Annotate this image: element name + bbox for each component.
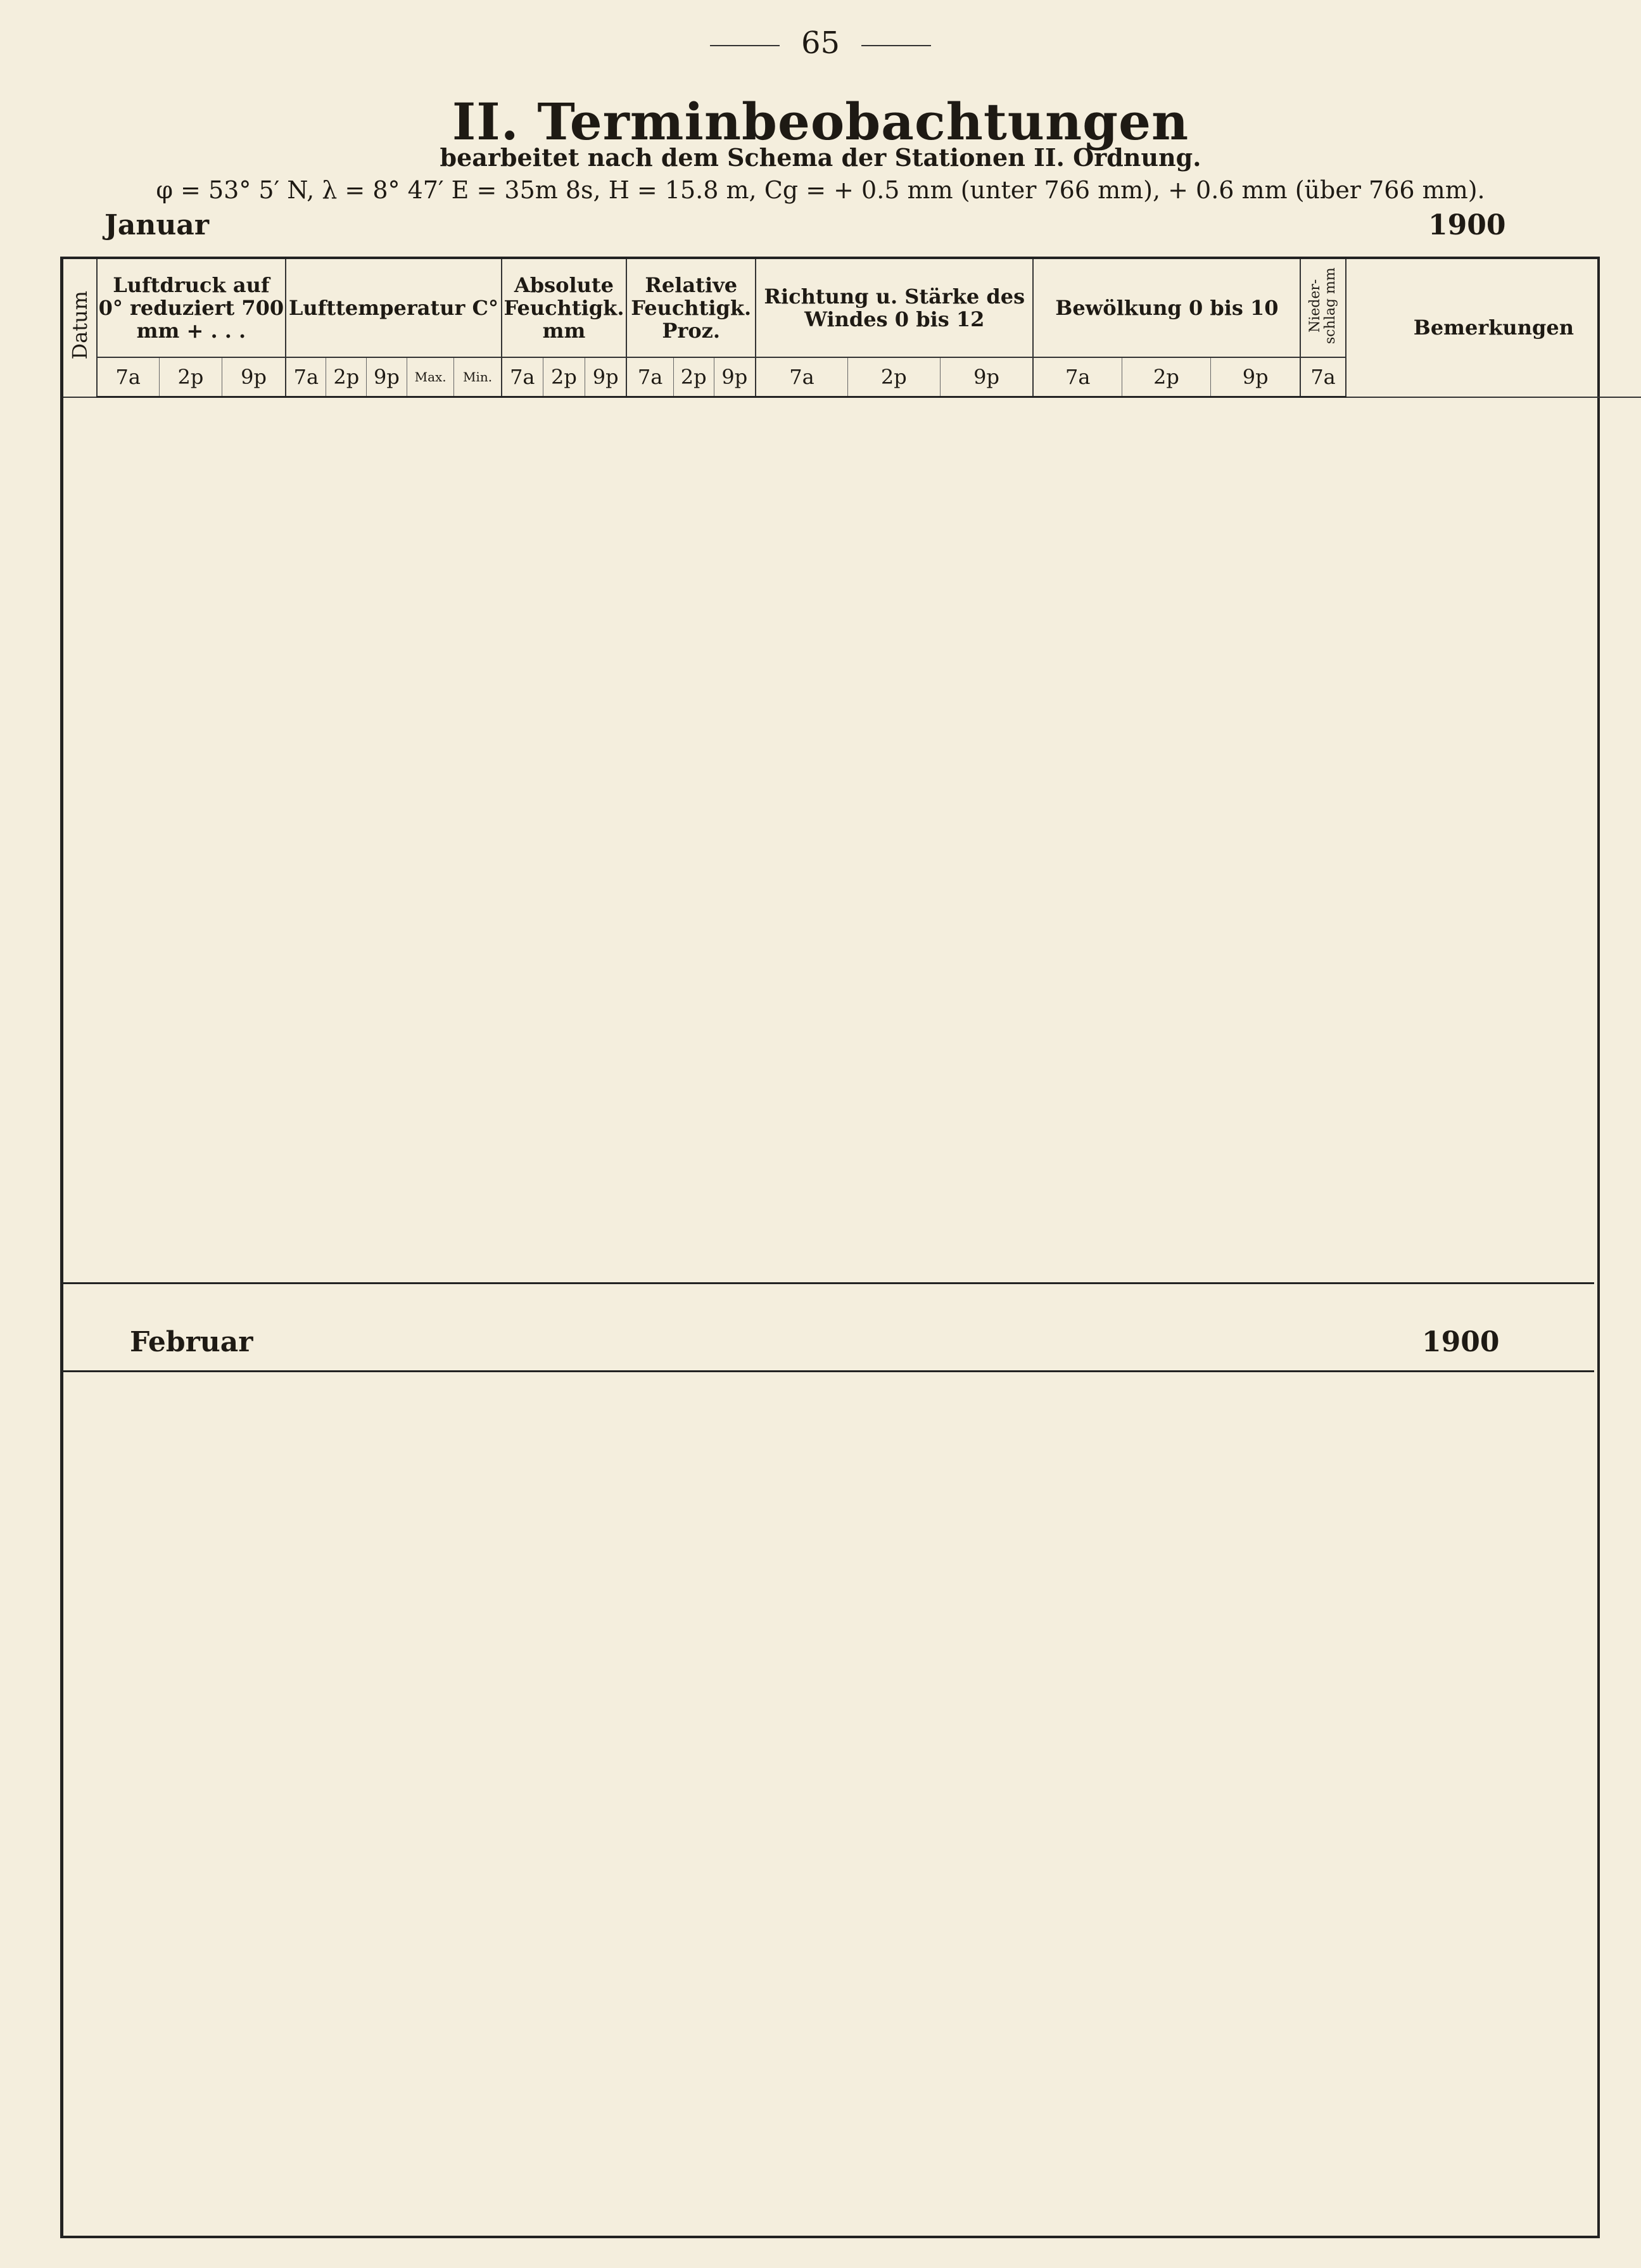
page-number: 65	[0, 25, 1641, 61]
header-absolute-feuchtigkeit: Absolute Feuchtigk. mm	[502, 259, 627, 357]
header-bemerkungen: Bemerkungen	[1346, 259, 1641, 397]
year-label-februar: 1900	[1422, 1326, 1500, 1358]
year-label-januar: 1900	[1428, 209, 1506, 241]
station-coordinates: φ = 53° 5′ N, λ = 8° 47′ E = 35m 8s, H = 15.8 m, Cg = + 0.5 mm (unter 766 mm), + 0.6 mm (über 766 mm).	[156, 176, 1485, 204]
table-frame	[60, 257, 1600, 2238]
subheader-temp-max: Max.	[407, 357, 454, 397]
page-title: II. Terminbeobachtungen	[452, 92, 1189, 151]
subheader-wind-7a: 7a	[756, 357, 847, 397]
section-divider	[63, 1282, 1594, 1284]
month-label-februar: Februar	[130, 1326, 253, 1358]
header-relative-feuchtigkeit: Relative Feuchtigk. Proz.	[626, 259, 756, 357]
subheader-abs-9p: 9p	[585, 357, 626, 397]
subheader-bew-2p: 2p	[1122, 357, 1210, 397]
header-lufttemperatur: Lufttemperatur C°	[286, 259, 501, 357]
page-subtitle: bearbeitet nach dem Schema der Stationen II. Ordnung.	[440, 143, 1201, 172]
subheader-druck-2p: 2p	[159, 357, 222, 397]
subheader-temp-min: Min.	[454, 357, 502, 397]
subheader-rel-7a: 7a	[626, 357, 673, 397]
subheader-abs-2p: 2p	[543, 357, 585, 397]
header-niederschlag: Nieder-schlag mm	[1300, 259, 1345, 357]
subheader-abs-7a: 7a	[502, 357, 543, 397]
subheader-niederschlag: 7a	[1300, 357, 1345, 397]
subheader-wind-2p: 2p	[848, 357, 941, 397]
subheader-rel-9p: 9p	[714, 357, 756, 397]
header-luftdruck: Luftdruck auf 0° reduziert 700 mm + . . .	[97, 259, 286, 357]
subheader-temp-9p: 9p	[367, 357, 407, 397]
table-header	[63, 259, 1641, 398]
header-wind: Richtung u. Stärke des Windes 0 bis 12	[756, 259, 1033, 357]
subheader-bew-9p: 9p	[1210, 357, 1300, 397]
subheader-temp-7a: 7a	[286, 357, 326, 397]
header-datum: Datum	[63, 259, 97, 397]
subheader-bew-7a: 7a	[1033, 357, 1122, 397]
subheader-temp-2p: 2p	[326, 357, 367, 397]
month-label-januar: Januar	[105, 209, 209, 241]
header-bewoelkung: Bewölkung 0 bis 10	[1033, 259, 1300, 357]
subheader-druck-9p: 9p	[222, 357, 286, 397]
section-divider	[63, 1370, 1594, 1372]
subheader-druck-7a: 7a	[97, 357, 160, 397]
subheader-rel-2p: 2p	[673, 357, 714, 397]
subheader-wind-9p: 9p	[940, 357, 1033, 397]
